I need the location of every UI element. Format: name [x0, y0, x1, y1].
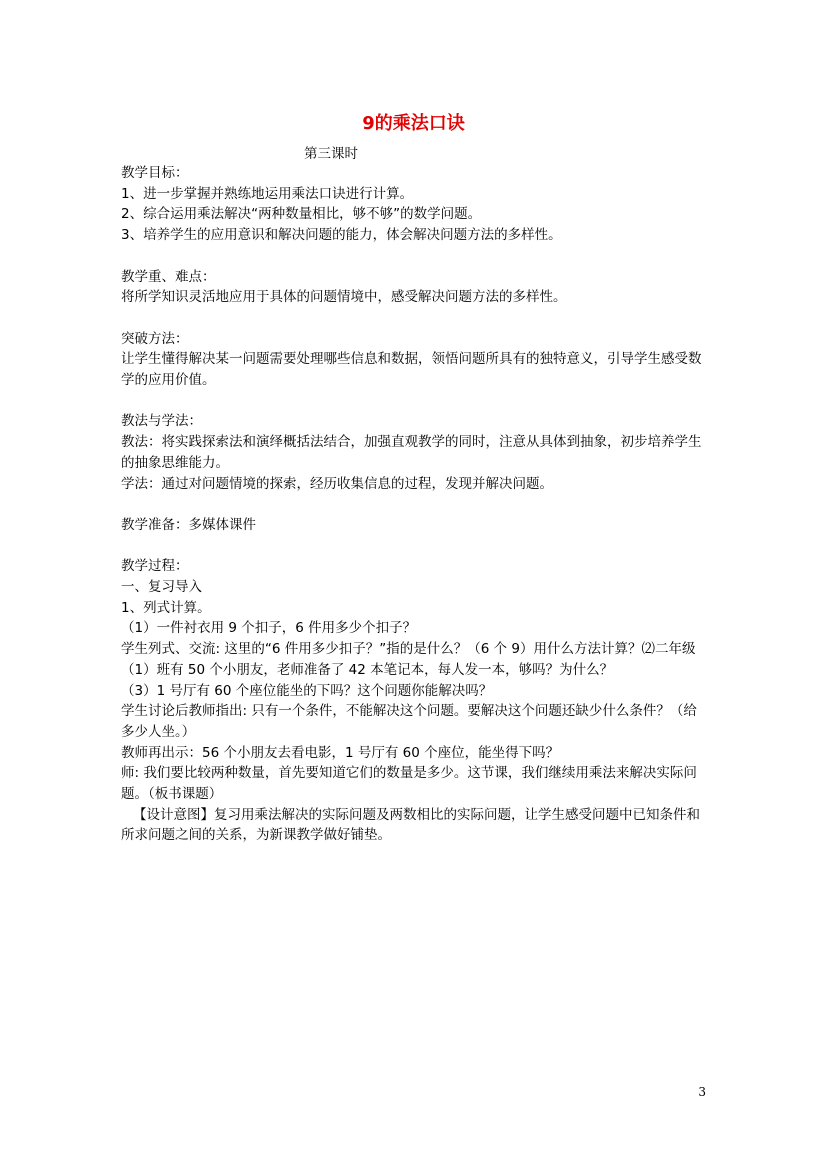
objective-item: 2、综合运用乘法解决“两种数量相比，够不够”的数学问题。 — [121, 206, 482, 223]
document-subtitle: 第三课时 — [304, 146, 358, 162]
design-intent: 【设计意图】复习用乘法解决的实际问题及两数相比的实际问题，让学生感受问题中已知条件和所求问题之间的关系，为新课教学做好铺垫。 — [121, 806, 700, 844]
objectives-heading: 教学目标： — [121, 165, 189, 181]
teacher-show: 教师再出示：56 个小朋友去看电影，1 号厅有 60 个座位，能坐得下吗？ — [121, 744, 560, 761]
teacher-point: 学生讨论后教师指出: 只有一个条件，不能解决这个问题。要解决这个问题还缺少什么条件？（给多少人坐。） — [121, 703, 697, 740]
document-title: 9的乘法口诀 — [362, 113, 465, 134]
teacher-say: 师: 我们要比较两种数量，首先要知道它们的数量是多少。这节课，我们继续用乘法来解决实际问题。（板书课题） — [121, 765, 697, 803]
process-section-title: 一、复习导入 — [121, 578, 202, 595]
breakthrough-heading: 突破方法： — [121, 330, 189, 347]
key-points-text: 将所学知识灵活地应用于具体的问题情境中，感受解决问题方法的多样性。 — [121, 289, 567, 306]
document-body — [121, 163, 707, 846]
page-number: 3 — [698, 1085, 706, 1099]
breakthrough-text: 让学生懂得解决某一问题需要处理哪些信息和数据，领悟问题所具有的独特意义，引导学生感受数学的应用价值。 — [121, 351, 702, 388]
objective-item: 1、进一步掌握并熟练地运用乘法口诀进行计算。 — [121, 185, 414, 202]
methods-heading: 教法与学法： — [121, 413, 202, 430]
key-points-heading: 教学重、难点： — [121, 268, 216, 285]
question-3: （3）1 号厅有 60 个座位能坐的下吗？这个问题你能解决吗？ — [121, 682, 493, 699]
process-item-title: 1、列式计算。 — [121, 599, 211, 616]
teaching-method: 教法：将实践探索法和演绎概括法结合，加强直观教学的同时，注意从具体到抽象，初步培养学生的抽象思维能力。 — [121, 434, 702, 471]
objective-item: 3、培养学生的应用意识和解决问题的能力，体会解决问题方法的多样性。 — [121, 227, 562, 244]
process-heading: 教学过程： — [121, 558, 189, 575]
question-1: （1）一件衬衣用 9 个扣子，6 件用多少个扣子？ — [121, 620, 417, 637]
preparation-text: 教学准备：多媒体课件 — [121, 516, 256, 533]
learning-method: 学法：通过对问题情境的探索，经历收集信息的过程，发现并解决问题。 — [121, 475, 553, 492]
student-discussion: 学生列式、交流: 这里的“6 件用多少扣子？”指的是什么？（6 个 9）用什么方法计算？⑵二年级（1）班有 50 个小朋友，老师准备了 42 本笔记本，每人发一本，够吗？为什么？ — [121, 641, 696, 678]
